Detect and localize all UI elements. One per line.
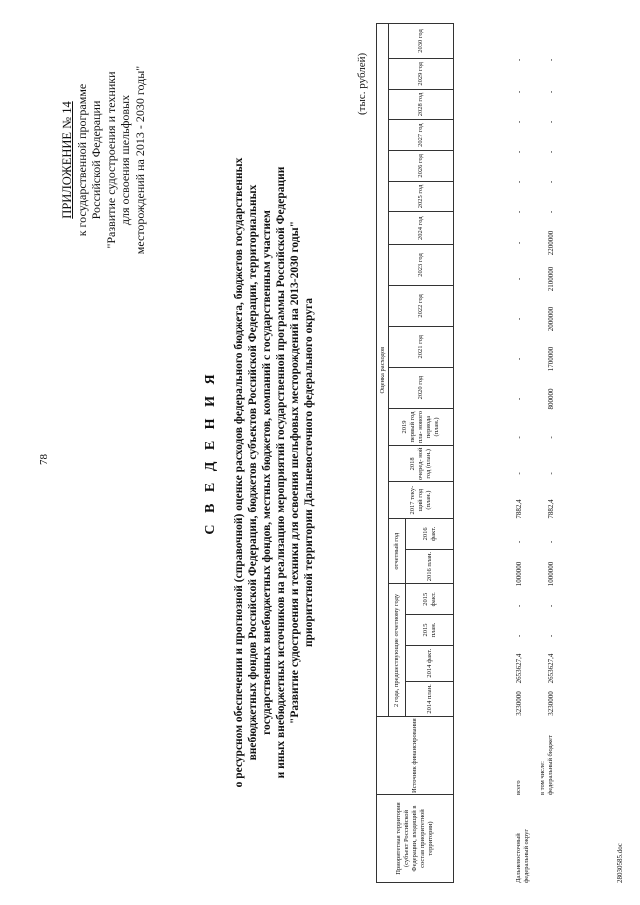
value-cell: 2653627,4 — [515, 653, 523, 684]
header-report-year: отчетный год — [389, 519, 406, 584]
title-line: и иных внебюджетных источников на реализацию мероприятий государственной программы Российской Федерации — [275, 166, 287, 779]
value-cell: 7882,4 — [547, 499, 555, 519]
value-cell: - — [515, 120, 523, 124]
value-cell: - — [515, 397, 523, 401]
value-cell: 7882,4 — [515, 499, 523, 519]
value-cell: 3230000 — [515, 691, 523, 716]
value-cell: - — [547, 58, 555, 62]
value-cell: - — [547, 150, 555, 154]
header-year: 2017 теку- щий год (план.) — [389, 482, 454, 519]
header-year: 2029 год — [389, 58, 454, 89]
header-year: 2014 факт. — [406, 645, 454, 681]
header-year: 2024 год — [389, 212, 454, 245]
document-title — [232, 75, 316, 870]
header-source: Источник финансирования — [377, 717, 454, 795]
header-year: 2015 план. — [406, 615, 454, 646]
value-cell: 2000000 — [547, 306, 555, 332]
value-cell: - — [547, 90, 555, 94]
territory-name: Дальневосточный федеральный округ — [515, 828, 530, 883]
document-filename: 28030585.doc — [616, 843, 624, 883]
header-year: 2015 факт. — [406, 584, 454, 615]
title-line: приоритетной территории Дальневосточного федерального округа — [303, 298, 315, 647]
title-line: о ресурсном обеспечении и прогнозной (справочной) оценке расходов федерального бюджета, бюджетов государственных — [233, 157, 245, 788]
value-cell: - — [547, 634, 555, 638]
value-cell: - — [515, 277, 523, 281]
annex-line: месторождений на 2013 - 2030 годы" — [132, 65, 147, 255]
value-cell: - — [515, 317, 523, 321]
value-cell: 800000 — [547, 388, 555, 410]
header-year: 2016 план. — [406, 549, 454, 584]
header-year: 2025 год — [389, 181, 454, 212]
document-heading: С В Е Д Е Н И Я — [203, 370, 218, 535]
title-line: государственных внебюджетных фондов, местных бюджетов, компаний с государственным участием — [261, 210, 273, 735]
annex-line: Российской Федерации — [89, 100, 103, 220]
value-cell: - — [547, 604, 555, 608]
value-cell: - — [515, 357, 523, 361]
annex-title: ПРИЛОЖЕНИЕ № 14 — [60, 101, 74, 219]
value-cell: - — [515, 472, 523, 475]
header-two-years: 2 года, предшествующие отчетному году — [389, 584, 406, 717]
value-cell: - — [547, 472, 555, 475]
annex-line: "Развитие судостроения и техники — [103, 71, 118, 249]
value-cell: - — [515, 241, 523, 245]
header-year: 2016 факт. — [406, 519, 454, 550]
header-year: 2018 очеред- ной год (план.) — [389, 446, 454, 482]
funding-table-body — [513, 23, 623, 883]
value-cell: - — [515, 540, 523, 544]
value-cell: - — [547, 210, 555, 214]
header-year: 2021 год — [389, 326, 454, 367]
row-source-label: в том числе: федеральный бюджет — [539, 735, 554, 795]
value-cell: - — [547, 120, 555, 124]
units-label: (тыс. рублей) — [356, 52, 368, 115]
header-year: 2028 год — [389, 89, 454, 120]
value-cell: 1000000 — [547, 561, 555, 587]
header-year: 2019 первый год пла- нового периода (план.) — [389, 408, 454, 446]
value-cell: - — [515, 604, 523, 608]
annex-block — [60, 40, 147, 280]
row-source-label: всего — [515, 780, 522, 795]
header-year: 2030 год — [389, 24, 454, 59]
header-year: 2020 год — [389, 367, 454, 408]
page-number: 78 — [38, 454, 50, 465]
value-cell: - — [515, 436, 523, 439]
header-year: 2026 год — [389, 150, 454, 181]
value-cell: - — [515, 210, 523, 214]
value-cell: - — [547, 180, 555, 184]
value-cell: - — [515, 150, 523, 154]
header-year: 2014 план. — [406, 681, 454, 717]
value-cell: - — [515, 90, 523, 94]
title-line: внебюджетных фондов Российской Федерации, бюджетов субъектов Российской Федерации, территориальных — [247, 184, 259, 761]
value-cell: 3230000 — [547, 691, 555, 716]
annex-line: к государственной программе — [74, 83, 89, 237]
header-year: 2027 год — [389, 120, 454, 151]
value-cell: - — [547, 436, 555, 439]
value-cell: 2200000 — [547, 230, 555, 256]
annex-line: для освоения шельфовых — [118, 94, 132, 226]
title-line: "Развитие судостроения и техники для освоения шельфовых месторождений на 2013-2030 годы" — [289, 221, 301, 724]
header-year: 2023 год — [389, 245, 454, 286]
funding-table-header — [376, 23, 454, 883]
value-cell: - — [515, 634, 523, 638]
header-estimate-group: Оценка расходов — [377, 24, 389, 717]
header-year: 2022 год — [389, 285, 454, 326]
value-cell: - — [547, 540, 555, 544]
value-cell: 1000000 — [515, 561, 523, 587]
value-cell: 2100000 — [547, 266, 555, 292]
value-cell: 2653627,4 — [547, 653, 555, 684]
value-cell: - — [515, 58, 523, 62]
header-territory: Приоритетная территория (субъект Российской Федерации, входящий в состав приоритетной территории) — [377, 795, 454, 883]
value-cell: - — [515, 180, 523, 184]
value-cell: 1700000 — [547, 346, 555, 372]
